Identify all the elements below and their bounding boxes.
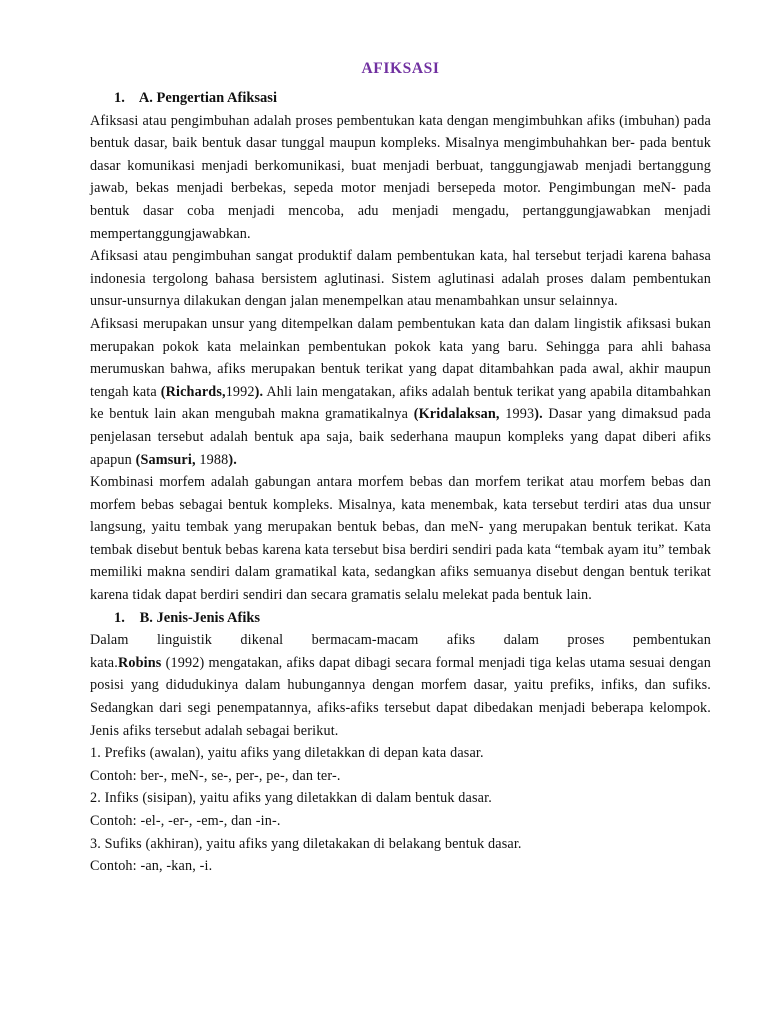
list-example-sufiks: Contoh: -an, -kan, -i. <box>90 858 213 875</box>
paragraph-5-cont <box>90 652 711 742</box>
paragraph-text: kata. <box>90 654 118 671</box>
paragraph-text: Afiksasi merupakan unsur yang ditempelkan dalam pembentukan kata dan dalam lingistik afiksasi bukan merupakan pokok kata melainkan pembentukan pokok kata yang baru. Sehingga para ahli bahasa merumuskan bahwa, afiks merupakan bentuk terikat yang dapat ditambahkan pada awal, akhir maupun tengah kata <box>90 315 711 400</box>
paragraph-text: ) mengatakan, afiks dapat dibagi secara formal menjadi tiga kelas utama sesuai dengan posisi yang didudukinya dalam hubungannya dengan morfem dasar, yaitu prefiks, infiks, dan sufiks. Sedangkan dari segi penempatannya, afiks-afiks tersebut dapat dibedakan menjadi beberapa kelompok. Jenis afiks tersebut adalah sebagai berikut. <box>90 654 711 739</box>
citation-year: 1992 <box>225 383 255 400</box>
citation-richards: (Richards, <box>160 383 226 400</box>
paragraph-4: Kombinasi morfem adalah gabungan antara morfem bebas dan morfem terikat atau morfem bebas dan morfem bebas sebagai bentuk kompleks. Misalnya, kata menembak, kata tersebut terdiri atas dua unsur langsung, yaitu tembak yang merupakan bentuk bebas, dan meN- yang merupakan bentuk terikat. Kata tembak disebut bentuk bebas karena kata tersebut bisa berdiri sendiri pada kata “tembak ayam itu” tembak memiliki makna sendiri dalam gramatikal kata, sedangkan afiks semuanya disebut dengan bentuk terikat karena tidak dapat berdiri sendiri dan secara gramatis selalu melekat pada bentuk lain. <box>90 474 711 604</box>
paragraph-text: Dasar yang dimaksud pada penjelasan tersebut adalah bentuk apa saja, baik sederhana maupun kompleks yang dapat diberi afiks apapun <box>90 406 712 468</box>
list-item-infiks: 2. Infiks (sisipan), yaitu afiks yang diletakkan di dalam bentuk dasar. <box>90 790 492 807</box>
paragraph-text: Ahli lain mengatakan, afiks adalah bentuk terikat yang apabila ditambahkan ke bentuk lain akan mengubah makna gramatikalnya <box>90 383 711 423</box>
list-item-prefiks: 1. Prefiks (awalan), yaitu afiks yang diletakkan di depan kata dasar. <box>90 745 484 762</box>
section-heading-b <box>90 607 711 630</box>
paragraph-5 <box>90 629 711 652</box>
citation-close: ). <box>534 406 543 423</box>
section-number: 1. <box>114 609 125 626</box>
citation-year: 1988 <box>195 451 229 468</box>
citation-kridalaksan: (Kridalaksan, <box>413 406 500 423</box>
list-example-infiks: Contoh: -el-, -er-, -em-, dan -in-. <box>90 813 281 829</box>
citation-close: ). <box>254 383 264 400</box>
section-heading-a <box>90 87 711 110</box>
citation-year: 1993 <box>499 406 535 423</box>
list-item-sufiks: 3. Sufiks (akhiran), yaitu afiks yang diletakakan di belakang bentuk dasar. <box>90 835 522 852</box>
section-label: A. Pengertian Afiksasi <box>138 90 277 106</box>
paragraph-first-line: Dalam linguistik dikenal bermacam-macam afiks dalam proses pembentukan <box>90 632 711 649</box>
paragraph-1: Afiksasi atau pengimbuhan adalah proses pembentukan kata dengan mengimbuhkan afiks (imbuhan) pada bentuk dasar, baik bentuk dasar tunggal maupun kompleks. Misalnya mengimbuhahkan ber- pada bentuk dasar komunikasi menjadi berkomunikasi, buat menjadi berbuat, tanggungjawab menjadi bertanggung jawab, bekas menjadi berbekas, sepeda motor menjadi bersepeda motor. Pengimbungan meN- pada bentuk dasar coba menjadi mencoba, adu menjadi mengadu, pertanggungjawabkan menjadi mempertanggungjawabkan. <box>90 112 711 242</box>
section-label: B. Jenis-Jenis Afiks <box>139 609 261 626</box>
citation-year: 1992 <box>170 654 200 671</box>
paragraph-text: ( <box>161 654 171 671</box>
page-title: AFIKSASI <box>361 60 440 77</box>
section-number: 1. <box>114 90 125 106</box>
citation-close: ). <box>228 451 237 468</box>
list-example-prefiks: Contoh: ber-, meN-, se-, per-, pe-, dan ter-. <box>90 767 341 784</box>
citation-robins: Robins <box>117 654 162 671</box>
paragraph-2: Afiksasi atau pengimbuhan sangat produktif dalam pembentukan kata, hal tersebut terjadi karena bahasa indonesia tergolong bahasa bersistem aglutinasi. Sistem aglutinasi adalah proses dalam pembentukan unsur-unsurnya dilakukan dengan jalan menempelkan atau menambahkan unsur selainnya. <box>90 248 711 310</box>
citation-samsuri: (Samsuri, <box>135 451 196 468</box>
paragraph-3 <box>90 313 711 471</box>
